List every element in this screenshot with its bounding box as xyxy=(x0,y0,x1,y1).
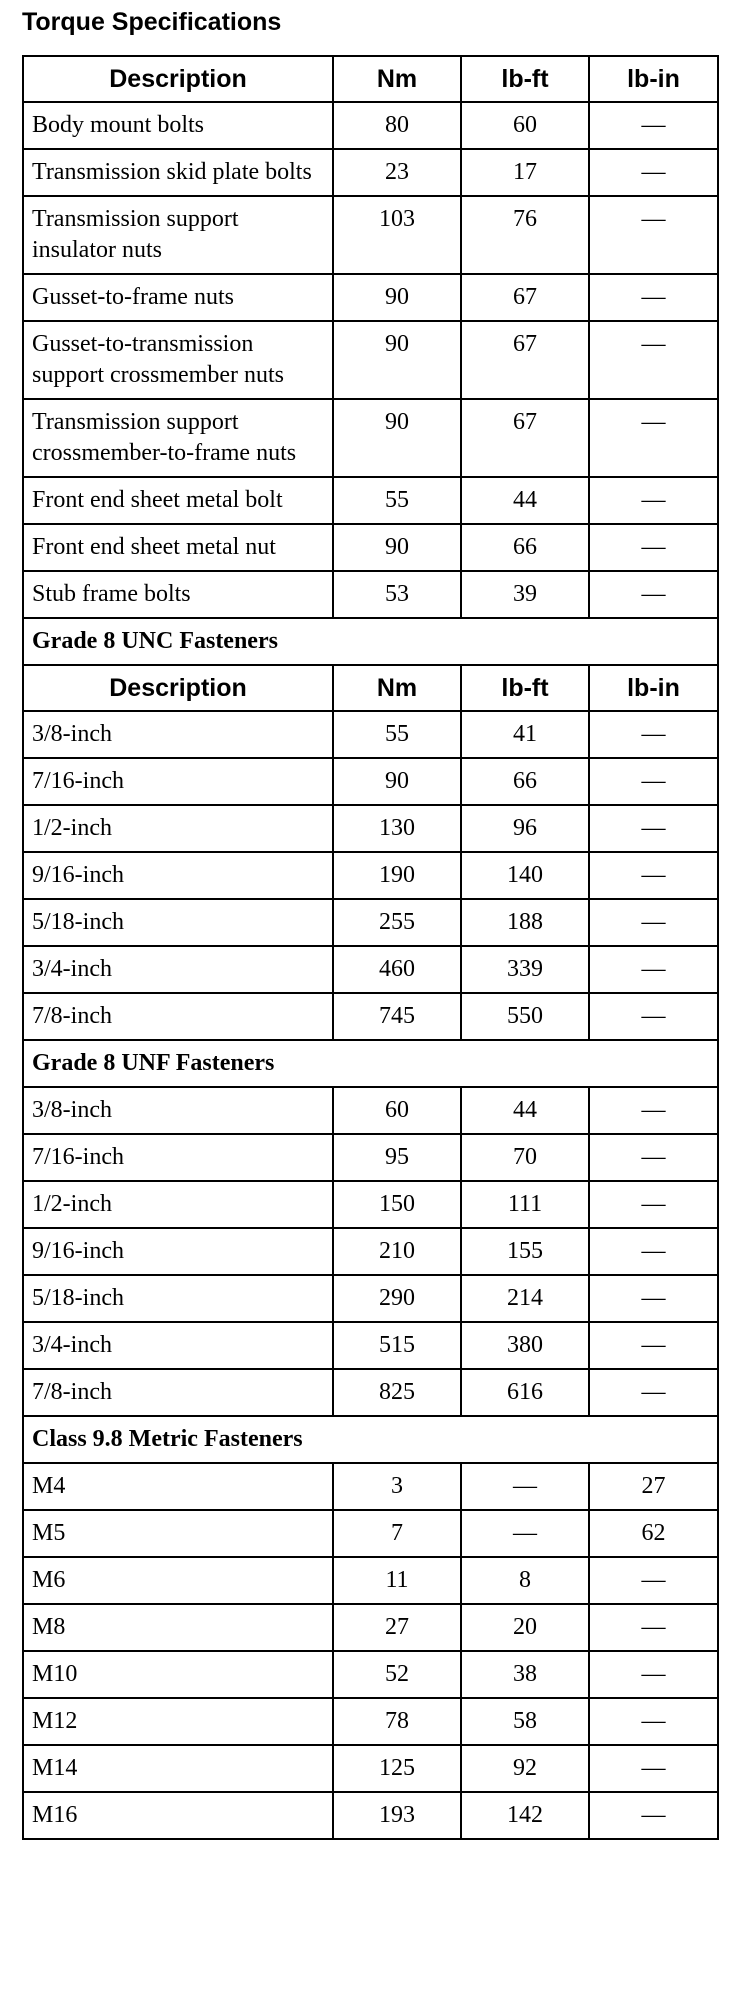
nm-cell: 90 xyxy=(333,274,461,321)
lb-ft-cell: — xyxy=(461,1510,589,1557)
lb-in-cell: — xyxy=(589,852,718,899)
lb-ft-cell: 214 xyxy=(461,1275,589,1322)
lb-in-cell: — xyxy=(589,477,718,524)
description-cell: 5/18-inch xyxy=(23,1275,333,1322)
table-row xyxy=(23,571,718,618)
spec-table-body xyxy=(23,56,718,1839)
description-cell: 1/2-inch xyxy=(23,1181,333,1228)
nm-cell: 60 xyxy=(333,1087,461,1134)
lb-ft-cell: 20 xyxy=(461,1604,589,1651)
table-row xyxy=(23,1369,718,1416)
description-cell: 9/16-inch xyxy=(23,1228,333,1275)
table-row xyxy=(23,1510,718,1557)
table-row xyxy=(23,399,718,477)
page-title: Torque Specifications xyxy=(22,8,282,36)
nm-cell: 130 xyxy=(333,805,461,852)
section-heading-row xyxy=(23,1040,718,1087)
nm-cell: 27 xyxy=(333,1604,461,1651)
nm-cell: 210 xyxy=(333,1228,461,1275)
lb-ft-cell: 60 xyxy=(461,102,589,149)
header-description: Description xyxy=(23,665,333,711)
nm-cell: 11 xyxy=(333,1557,461,1604)
nm-cell: 55 xyxy=(333,711,461,758)
table-row xyxy=(23,1604,718,1651)
lb-ft-cell: 155 xyxy=(461,1228,589,1275)
description-cell: 7/16-inch xyxy=(23,1134,333,1181)
lb-in-cell: — xyxy=(589,1228,718,1275)
lb-ft-cell: 76 xyxy=(461,196,589,274)
lb-ft-cell: 188 xyxy=(461,899,589,946)
table-row xyxy=(23,477,718,524)
table-row xyxy=(23,1275,718,1322)
lb-ft-cell: 41 xyxy=(461,711,589,758)
lb-in-cell: — xyxy=(589,805,718,852)
nm-cell: 125 xyxy=(333,1745,461,1792)
nm-cell: 745 xyxy=(333,993,461,1040)
lb-ft-cell: 70 xyxy=(461,1134,589,1181)
lb-ft-cell: 66 xyxy=(461,758,589,805)
description-cell: Front end sheet metal nut xyxy=(23,524,333,571)
lb-in-cell: — xyxy=(589,571,718,618)
lb-in-cell: 62 xyxy=(589,1510,718,1557)
description-cell: 3/4-inch xyxy=(23,1322,333,1369)
table-row xyxy=(23,196,718,274)
lb-in-cell: — xyxy=(589,1275,718,1322)
nm-cell: 190 xyxy=(333,852,461,899)
section-heading-row xyxy=(23,618,718,665)
nm-cell: 3 xyxy=(333,1463,461,1510)
lb-ft-cell: 8 xyxy=(461,1557,589,1604)
description-cell: 3/8-inch xyxy=(23,711,333,758)
table-row xyxy=(23,1698,718,1745)
description-cell: M6 xyxy=(23,1557,333,1604)
nm-cell: 78 xyxy=(333,1698,461,1745)
torque-spec-table xyxy=(22,55,719,1840)
table-row xyxy=(23,946,718,993)
header-nm: Nm xyxy=(333,56,461,102)
table-row xyxy=(23,758,718,805)
lb-in-cell: — xyxy=(589,1745,718,1792)
table-row xyxy=(23,1322,718,1369)
description-cell: M14 xyxy=(23,1745,333,1792)
lb-ft-cell: 17 xyxy=(461,149,589,196)
lb-in-cell: — xyxy=(589,758,718,805)
table-row xyxy=(23,1134,718,1181)
nm-cell: 290 xyxy=(333,1275,461,1322)
description-cell: M10 xyxy=(23,1651,333,1698)
lb-in-cell: — xyxy=(589,524,718,571)
description-cell: 3/8-inch xyxy=(23,1087,333,1134)
lb-ft-cell: — xyxy=(461,1463,589,1510)
lb-in-cell: — xyxy=(589,1134,718,1181)
section-heading-row xyxy=(23,1416,718,1463)
lb-ft-cell: 92 xyxy=(461,1745,589,1792)
table-row xyxy=(23,805,718,852)
description-cell: Stub frame bolts xyxy=(23,571,333,618)
table-row xyxy=(23,711,718,758)
table-row xyxy=(23,1745,718,1792)
table-header-row xyxy=(23,665,718,711)
lb-ft-cell: 380 xyxy=(461,1322,589,1369)
table-row xyxy=(23,1087,718,1134)
description-cell: 5/18-inch xyxy=(23,899,333,946)
table-row xyxy=(23,899,718,946)
section-heading: Grade 8 UNF Fasteners xyxy=(23,1040,718,1087)
lb-in-cell: — xyxy=(589,1651,718,1698)
nm-cell: 7 xyxy=(333,1510,461,1557)
nm-cell: 90 xyxy=(333,321,461,399)
nm-cell: 52 xyxy=(333,1651,461,1698)
table-row xyxy=(23,1181,718,1228)
description-cell: M16 xyxy=(23,1792,333,1839)
lb-in-cell: — xyxy=(589,1369,718,1416)
description-cell: M4 xyxy=(23,1463,333,1510)
nm-cell: 53 xyxy=(333,571,461,618)
lb-in-cell: — xyxy=(589,1087,718,1134)
description-cell: M8 xyxy=(23,1604,333,1651)
table-row xyxy=(23,102,718,149)
lb-ft-cell: 44 xyxy=(461,1087,589,1134)
nm-cell: 460 xyxy=(333,946,461,993)
lb-ft-cell: 67 xyxy=(461,274,589,321)
lb-in-cell: — xyxy=(589,711,718,758)
table-row xyxy=(23,1792,718,1839)
lb-in-cell: — xyxy=(589,274,718,321)
nm-cell: 103 xyxy=(333,196,461,274)
nm-cell: 193 xyxy=(333,1792,461,1839)
lb-ft-cell: 39 xyxy=(461,571,589,618)
nm-cell: 825 xyxy=(333,1369,461,1416)
nm-cell: 95 xyxy=(333,1134,461,1181)
table-row xyxy=(23,1651,718,1698)
lb-in-cell: — xyxy=(589,946,718,993)
table-row xyxy=(23,1557,718,1604)
description-cell: Front end sheet metal bolt xyxy=(23,477,333,524)
description-cell: 7/8-inch xyxy=(23,993,333,1040)
lb-ft-cell: 550 xyxy=(461,993,589,1040)
lb-ft-cell: 67 xyxy=(461,321,589,399)
nm-cell: 90 xyxy=(333,758,461,805)
header-lb-ft: lb-ft xyxy=(461,665,589,711)
lb-ft-cell: 616 xyxy=(461,1369,589,1416)
description-cell: 3/4-inch xyxy=(23,946,333,993)
lb-in-cell: — xyxy=(589,399,718,477)
description-cell: Transmission support insulator nuts xyxy=(23,196,333,274)
lb-in-cell: — xyxy=(589,321,718,399)
lb-in-cell: — xyxy=(589,1604,718,1651)
nm-cell: 515 xyxy=(333,1322,461,1369)
header-lb-in: lb-in xyxy=(589,665,718,711)
lb-in-cell: — xyxy=(589,1557,718,1604)
description-cell: Transmission skid plate bolts xyxy=(23,149,333,196)
lb-ft-cell: 58 xyxy=(461,1698,589,1745)
header-nm: Nm xyxy=(333,665,461,711)
header-lb-in: lb-in xyxy=(589,56,718,102)
nm-cell: 90 xyxy=(333,399,461,477)
nm-cell: 23 xyxy=(333,149,461,196)
description-cell: M5 xyxy=(23,1510,333,1557)
lb-ft-cell: 142 xyxy=(461,1792,589,1839)
nm-cell: 150 xyxy=(333,1181,461,1228)
lb-in-cell: — xyxy=(589,1181,718,1228)
description-cell: Body mount bolts xyxy=(23,102,333,149)
lb-ft-cell: 67 xyxy=(461,399,589,477)
lb-in-cell: — xyxy=(589,899,718,946)
description-cell: Gusset-to-frame nuts xyxy=(23,274,333,321)
table-row xyxy=(23,524,718,571)
description-cell: 7/16-inch xyxy=(23,758,333,805)
lb-in-cell: — xyxy=(589,1698,718,1745)
nm-cell: 55 xyxy=(333,477,461,524)
lb-ft-cell: 140 xyxy=(461,852,589,899)
table-row xyxy=(23,149,718,196)
lb-ft-cell: 96 xyxy=(461,805,589,852)
description-cell: 1/2-inch xyxy=(23,805,333,852)
lb-in-cell: — xyxy=(589,196,718,274)
table-row xyxy=(23,852,718,899)
table-row xyxy=(23,1228,718,1275)
lb-ft-cell: 66 xyxy=(461,524,589,571)
table-row xyxy=(23,274,718,321)
table-row xyxy=(23,321,718,399)
nm-cell: 255 xyxy=(333,899,461,946)
header-lb-ft: lb-ft xyxy=(461,56,589,102)
lb-ft-cell: 339 xyxy=(461,946,589,993)
description-cell: Transmission support crossmember-to-frame nuts xyxy=(23,399,333,477)
lb-ft-cell: 44 xyxy=(461,477,589,524)
lb-ft-cell: 38 xyxy=(461,1651,589,1698)
table-row xyxy=(23,1463,718,1510)
lb-in-cell: — xyxy=(589,1792,718,1839)
lb-ft-cell: 111 xyxy=(461,1181,589,1228)
lb-in-cell: — xyxy=(589,149,718,196)
description-cell: M12 xyxy=(23,1698,333,1745)
header-description: Description xyxy=(23,56,333,102)
section-heading: Class 9.8 Metric Fasteners xyxy=(23,1416,718,1463)
table-row xyxy=(23,993,718,1040)
description-cell: Gusset-to-transmission support crossmember nuts xyxy=(23,321,333,399)
lb-in-cell: — xyxy=(589,993,718,1040)
section-heading: Grade 8 UNC Fasteners xyxy=(23,618,718,665)
lb-in-cell: — xyxy=(589,1322,718,1369)
lb-in-cell: 27 xyxy=(589,1463,718,1510)
lb-in-cell: — xyxy=(589,102,718,149)
description-cell: 7/8-inch xyxy=(23,1369,333,1416)
table-header-row xyxy=(23,56,718,102)
description-cell: 9/16-inch xyxy=(23,852,333,899)
nm-cell: 80 xyxy=(333,102,461,149)
nm-cell: 90 xyxy=(333,524,461,571)
